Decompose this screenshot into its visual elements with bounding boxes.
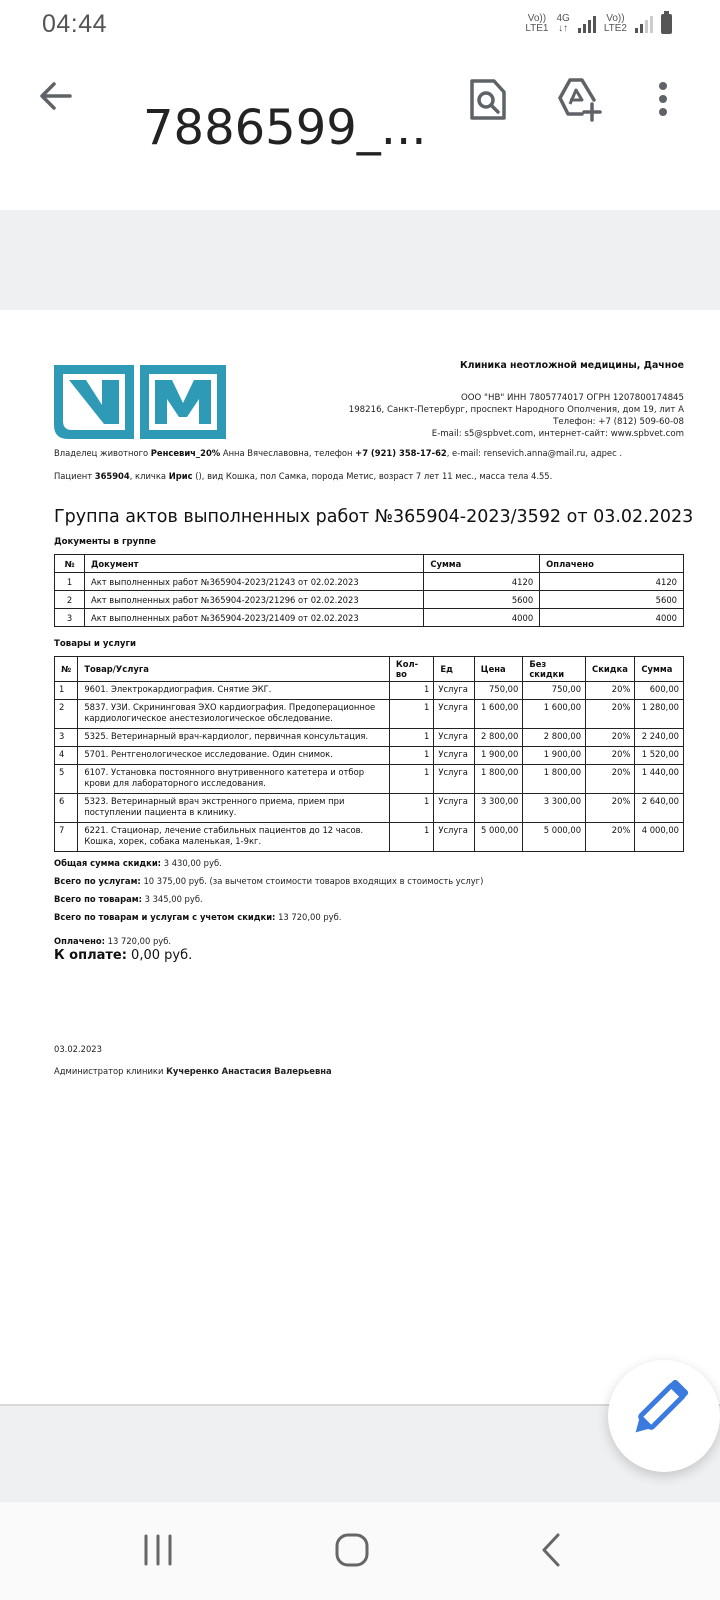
label: К оплате: (54, 948, 127, 963)
item-sum: 600,00 (635, 682, 684, 700)
table-row (55, 682, 684, 700)
item-unit: Услуга (434, 765, 474, 794)
document-name: Акт выполненных работ №365904-2023/21296 от 02.02.2023 (84, 591, 423, 609)
item-price-no-discount: 750,00 (523, 682, 586, 700)
table-row (55, 573, 684, 591)
items-section-title: Товары и услуги (54, 639, 137, 649)
network-label-bottom: ↓↑ (558, 23, 569, 34)
col-header: Сумма (424, 555, 540, 573)
add-to-drive-icon (556, 76, 604, 122)
item-qty: 1 (389, 682, 434, 700)
total-discount (54, 858, 483, 876)
item-name: 5701. Рентгенологическое исследование. Один снимок. (78, 747, 390, 765)
document-paid: 4120 (540, 573, 684, 591)
value: 13 720,00 руб. (275, 912, 342, 922)
item-unit: Услуга (434, 682, 474, 700)
col-header: Кол-во (389, 657, 434, 682)
document-heading: Группа актов выполненных работ №365904-2023/3592 от 03.02.2023 (54, 507, 694, 527)
label: Оплачено: (54, 936, 106, 946)
label: Общая сумма скидки: (54, 858, 162, 868)
items-table (54, 656, 684, 852)
table-row (55, 794, 684, 823)
item-sum: 4 000,00 (635, 823, 684, 852)
item-discount: 20% (586, 765, 635, 794)
label: Всего по товарам и услугам с учетом скидки: (54, 912, 276, 922)
item-discount: 20% (586, 823, 635, 852)
battery-icon (661, 14, 672, 34)
item-qty: 1 (389, 729, 434, 747)
table-row (55, 747, 684, 765)
patient-id: 365904 (94, 471, 130, 481)
item-name: 5323. Ветеринарный врач экстренного приема, прием при поступлении пациента в клинику. (78, 794, 390, 823)
item-price: 1 600,00 (474, 700, 523, 729)
documents-table (54, 554, 684, 627)
item-price: 5 000,00 (474, 823, 523, 852)
pencil-icon (608, 1360, 720, 1472)
item-name: 6107. Установка постоянного внутривенного катетера и отбор крови для лабораторного исследования. (78, 765, 390, 794)
owner-contacts: , e-mail: rensevich.anna@mail.ru, адрес . (446, 448, 623, 458)
col-header: Скидка (586, 657, 635, 682)
total-services (54, 876, 483, 894)
row-number: 1 (55, 573, 85, 591)
row-number: 1 (55, 682, 78, 700)
clinic-address: 198216, Санкт-Петербург, проспект Народного Ополчения, дом 19, лит А (348, 405, 684, 415)
patient-details: (), вид Кошка, пол Самка, порода Метис, возраст 7 лет 11 мес., масса тела 4.55. (192, 471, 553, 481)
col-header: Оплачено (540, 555, 684, 573)
row-number: 2 (55, 700, 78, 729)
sim2-label-top: Vo)) (606, 13, 625, 24)
item-unit: Услуга (434, 729, 474, 747)
item-price-no-discount: 1 600,00 (523, 700, 586, 729)
col-header: Сумма (635, 657, 684, 682)
back-button[interactable] (36, 76, 76, 116)
value: 3 430,00 руб. (161, 858, 222, 868)
item-name: 5837. УЗИ. Скрининговая ЭХО кардиография. Предоперационное кардиологическое анестезиологическое обследование. (78, 700, 390, 729)
owner-info (54, 448, 622, 458)
col-header: № (55, 657, 78, 682)
item-unit: Услуга (434, 823, 474, 852)
document-paid: 5600 (540, 591, 684, 609)
row-number: 2 (55, 591, 85, 609)
item-sum: 1 440,00 (635, 765, 684, 794)
add-to-drive-button[interactable] (556, 76, 600, 120)
item-sum: 1 280,00 (635, 700, 684, 729)
item-name: 6221. Стационар, лечение стабильных пациентов до 12 часов. Кошка, хорек, собака маленькая, 1-9кг. (78, 823, 390, 852)
signature-date: 03.02.2023 (54, 1044, 102, 1054)
item-qty: 1 (389, 794, 434, 823)
row-number: 7 (55, 823, 78, 852)
col-header: Ед (434, 657, 474, 682)
item-qty: 1 (389, 823, 434, 852)
recent-apps-button[interactable] (138, 1530, 178, 1570)
table-row (55, 729, 684, 747)
item-price: 1 800,00 (474, 765, 523, 794)
patient-prefix: Пациент (54, 471, 95, 481)
network-label-top: 4G (556, 13, 570, 24)
back-icon (532, 1530, 572, 1570)
item-price: 3 300,00 (474, 794, 523, 823)
amount-to-pay (54, 948, 192, 963)
clinic-info (349, 360, 684, 440)
label: Всего по услугам: (54, 876, 141, 886)
item-price-no-discount: 1 800,00 (523, 765, 586, 794)
document-paid: 4000 (540, 609, 684, 627)
document-sum: 5600 (424, 591, 540, 609)
col-header: Цена (474, 657, 523, 682)
recent-apps-icon (138, 1530, 178, 1570)
value: 0,00 руб. (126, 948, 193, 963)
sim1-label-bottom: LTE1 (525, 23, 549, 34)
find-in-document-button[interactable] (466, 78, 510, 122)
signal-strength-2-icon (635, 15, 653, 33)
admin-name: Кучеренко Анастасия Валерьевна (166, 1066, 332, 1076)
table-row (55, 700, 684, 729)
item-discount: 20% (586, 794, 635, 823)
item-sum: 1 520,00 (635, 747, 684, 765)
item-price-no-discount: 1 900,00 (523, 747, 586, 765)
document-title: 7886599_... (143, 100, 427, 156)
item-unit: Услуга (434, 794, 474, 823)
clinic-logo (54, 365, 226, 439)
clinic-name: Клиника неотложной медицины, Дачное (459, 360, 684, 371)
document-sum: 4000 (424, 609, 540, 627)
item-price-no-discount: 2 800,00 (523, 729, 586, 747)
totals-block (54, 858, 483, 954)
sim1-label-top: Vo)) (527, 13, 547, 24)
viewer-background-top (0, 210, 720, 310)
item-discount: 20% (586, 729, 635, 747)
status-icons (525, 14, 672, 34)
system-back-button[interactable] (532, 1530, 572, 1570)
item-qty: 1 (389, 700, 434, 729)
clinic-company: ООО "НВ" ИНН 7805774017 ОГРН 1207800174845 (461, 393, 684, 403)
owner-name: Анна Вячеславовна, телефон (220, 448, 356, 458)
item-sum: 2 640,00 (635, 794, 684, 823)
item-price-no-discount: 3 300,00 (523, 794, 586, 823)
patient-nickname: Ирис (168, 471, 193, 481)
network-4g-icon (556, 14, 569, 34)
sim2-label-bottom: LTE2 (603, 23, 627, 34)
patient-mid: , кличка (129, 471, 169, 481)
table-row (55, 591, 684, 609)
item-unit: Услуга (434, 747, 474, 765)
item-price-no-discount: 5 000,00 (523, 823, 586, 852)
document-sum: 4120 (424, 573, 540, 591)
clinic-phone: Телефон: +7 (812) 509-60-08 (553, 417, 684, 427)
item-price: 750,00 (474, 682, 523, 700)
signal-strength-1-icon (578, 15, 596, 33)
total-with-discount (54, 912, 483, 930)
docs-section-title: Документы в группе (54, 537, 156, 547)
table-row (55, 765, 684, 794)
table-header-row (55, 657, 684, 682)
signature-admin (54, 1066, 332, 1076)
item-name: 5325. Ветеринарный врач-кардиолог, первичная консультация. (78, 729, 390, 747)
edit-fab-button[interactable] (608, 1360, 720, 1472)
status-time: 04:44 (42, 10, 108, 38)
owner-prefix: Владелец животного (54, 448, 151, 458)
table-row (55, 609, 684, 627)
arrow-left-icon (36, 76, 76, 116)
sim1-volte-icon (525, 14, 548, 34)
row-number: 5 (55, 765, 78, 794)
item-discount: 20% (586, 747, 635, 765)
clinic-email-site: E-mail: s5@spbvet.com, интернет-сайт: www.spbvet.com (431, 429, 684, 439)
item-qty: 1 (389, 765, 434, 794)
row-number: 3 (55, 609, 85, 627)
document-name: Акт выполненных работ №365904-2023/21409 от 02.02.2023 (84, 609, 423, 627)
home-icon (332, 1530, 372, 1570)
item-price: 2 800,00 (474, 729, 523, 747)
sim2-volte-icon (604, 14, 627, 34)
owner-phone: +7 (921) 358-17-62 (355, 448, 447, 458)
total-goods (54, 894, 483, 912)
status-bar (0, 0, 720, 54)
more-options-button[interactable] (650, 80, 676, 124)
item-discount: 20% (586, 700, 635, 729)
admin-prefix: Администратор клиники (54, 1066, 167, 1076)
document-name: Акт выполненных работ №365904-2023/21243 от 02.02.2023 (84, 573, 423, 591)
col-header: Документ (84, 555, 423, 573)
col-header: Без скидки (523, 657, 586, 682)
item-price: 1 900,00 (474, 747, 523, 765)
patient-info (54, 471, 552, 481)
row-number: 3 (55, 729, 78, 747)
table-row (55, 823, 684, 852)
row-number: 4 (55, 747, 78, 765)
value: 13 720,00 руб. (105, 936, 172, 946)
document-page (0, 310, 720, 1404)
home-button[interactable] (332, 1530, 372, 1570)
value: 3 345,00 руб. (141, 894, 203, 904)
table-header-row (55, 555, 684, 573)
item-unit: Услуга (434, 700, 474, 729)
label: Всего по товарам: (54, 894, 142, 904)
item-qty: 1 (389, 747, 434, 765)
owner-surname: Ренсевич_20% (150, 448, 221, 458)
document-search-icon (466, 78, 510, 122)
row-number: 6 (55, 794, 78, 823)
item-name: 9601. Электрокардиография. Снятие ЭКГ. (78, 682, 390, 700)
item-sum: 2 240,00 (635, 729, 684, 747)
col-header: № (55, 555, 85, 573)
col-header: Товар/Услуга (78, 657, 390, 682)
value: 10 375,00 руб. (за вычетом стоимости товаров входящих в стоимость услуг) (140, 876, 484, 886)
item-discount: 20% (586, 682, 635, 700)
more-vert-icon (650, 80, 676, 120)
